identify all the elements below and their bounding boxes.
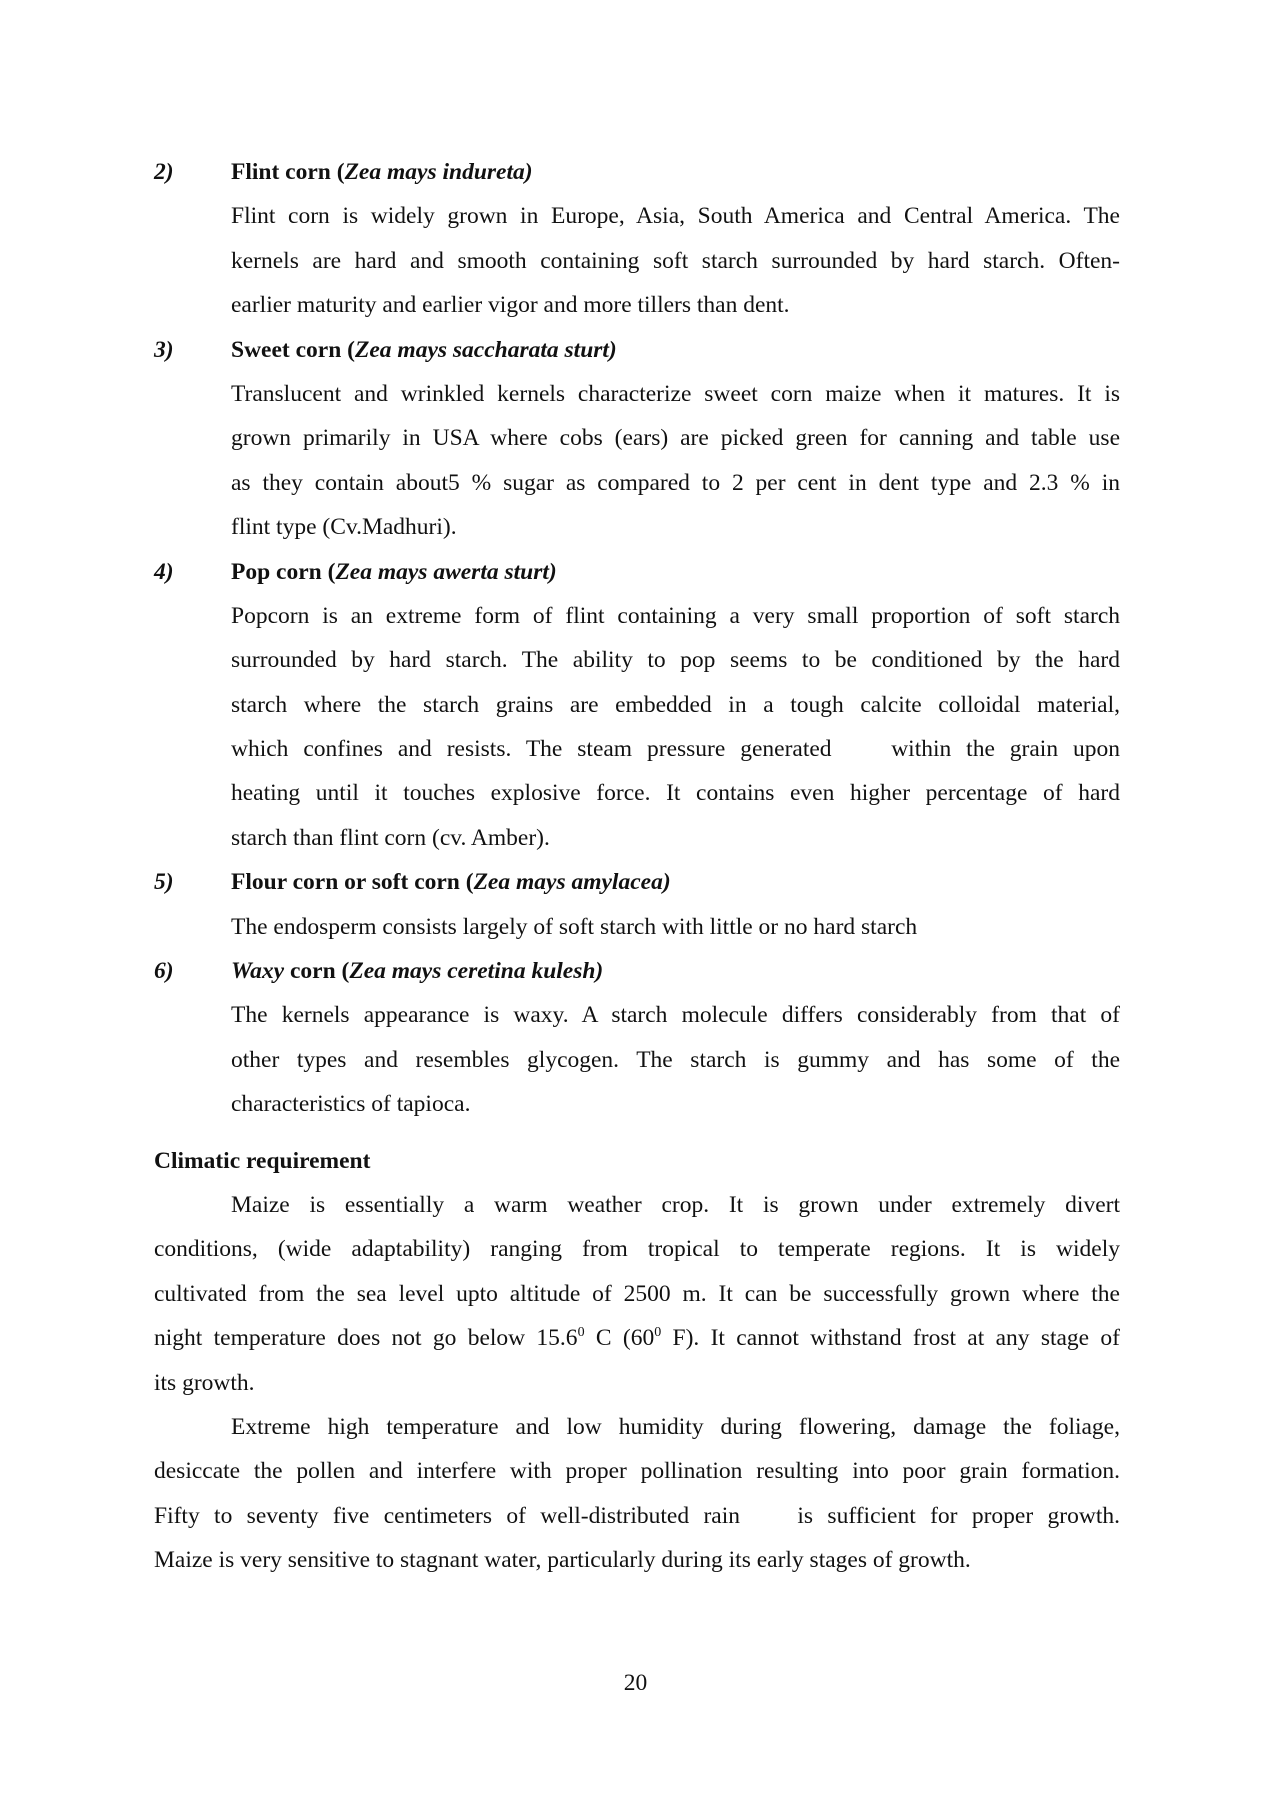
item-number: 4) bbox=[154, 558, 174, 585]
body-line: starch where the starch grains are embedded in a tough calcite colloidal material, bbox=[231, 691, 1120, 718]
body-line: Popcorn is an extreme form of flint containing a very small proportion of soft starch bbox=[231, 602, 1120, 629]
body-line: cultivated from the sea level upto altitude of 2500 m. It can be successfully grown where the bbox=[154, 1280, 1120, 1307]
item-title-paren: ( bbox=[330, 159, 345, 185]
item-number: 2) bbox=[154, 159, 174, 185]
list-item-waxy-corn bbox=[154, 949, 1120, 1127]
item-title-emphasis: Waxy bbox=[231, 958, 285, 985]
paragraph bbox=[154, 1405, 1120, 1583]
body-line: The endosperm consists largely of soft starch with little or no hard starch bbox=[231, 913, 918, 940]
superscript-degree: 0 bbox=[577, 1325, 585, 1341]
item-body bbox=[154, 372, 1120, 550]
page-content bbox=[154, 150, 1120, 1583]
body-line-temperature bbox=[154, 1316, 1120, 1360]
item-title-paren: ( bbox=[459, 869, 474, 896]
item-scientific-name: Zea mays saccharata sturt) bbox=[355, 336, 617, 363]
body-line: Flint corn is widely grown in Europe, Asia, South America and Central America. The bbox=[231, 203, 1120, 230]
body-line: heating until it touches explosive force. It contains even higher percentage of hard bbox=[231, 780, 1120, 807]
item-heading bbox=[154, 860, 1120, 904]
body-line: kernels are hard and smooth containing soft starch surrounded by hard starch. Often- bbox=[231, 247, 1120, 274]
item-body bbox=[154, 993, 1120, 1126]
item-title-paren: ( bbox=[335, 958, 350, 985]
body-line: characteristics of tapioca. bbox=[231, 1091, 471, 1118]
body-line: Extreme high temperature and low humidity during flowering, damage the foliage, bbox=[231, 1413, 1120, 1440]
superscript-degree: 0 bbox=[654, 1325, 662, 1341]
item-heading bbox=[154, 949, 1120, 993]
item-title: Flint corn bbox=[231, 159, 331, 185]
body-line: Maize is very sensitive to stagnant water, particularly during its early stages of growth. bbox=[154, 1547, 971, 1574]
item-title: Pop corn bbox=[231, 558, 322, 585]
section-climatic-requirement bbox=[154, 1139, 1120, 1583]
body-line: Translucent and wrinkled kernels characterize sweet corn maize when it matures. It is bbox=[231, 380, 1120, 407]
item-scientific-name: Zea mays amylacea) bbox=[473, 869, 671, 896]
item-title: corn bbox=[284, 958, 336, 985]
body-line: earlier maturity and earlier vigor and more tillers than dent. bbox=[231, 292, 790, 319]
item-scientific-name: Zea mays indureta) bbox=[344, 159, 533, 185]
list-item-flint-corn bbox=[154, 150, 1120, 328]
item-body bbox=[154, 905, 1120, 949]
body-line: surrounded by hard starch. The ability to pop seems to be conditioned by the hard bbox=[231, 647, 1120, 674]
body-line: starch than flint corn (cv. Amber). bbox=[231, 824, 550, 851]
page-number: 20 bbox=[623, 1670, 648, 1696]
temp-text: night temperature does not go below 15.6 bbox=[154, 1325, 578, 1352]
temp-text: F). It cannot withstand frost at any stage of bbox=[661, 1325, 1120, 1352]
body-line: Fifty to seventy five centimeters of well-distributed rain is sufficient for proper growth. bbox=[154, 1502, 1120, 1529]
body-line: grown primarily in USA where cobs (ears) are picked green for canning and table use bbox=[231, 425, 1120, 452]
item-number: 5) bbox=[154, 869, 174, 896]
body-line: flint type (Cv.Madhuri). bbox=[231, 514, 457, 541]
paragraph bbox=[154, 1183, 1120, 1405]
item-heading bbox=[154, 550, 1120, 594]
item-body bbox=[154, 194, 1120, 327]
body-line: The kernels appearance is waxy. A starch molecule differs considerably from that of bbox=[231, 1002, 1120, 1029]
item-title: Flour corn or soft corn bbox=[231, 869, 460, 896]
body-line: as they contain about5 % sugar as compared to 2 per cent in dent type and 2.3 % in bbox=[231, 469, 1120, 496]
item-scientific-name: Zea mays ceretina kulesh) bbox=[349, 958, 604, 985]
temp-text: C (60 bbox=[584, 1325, 655, 1352]
item-number: 6) bbox=[154, 958, 174, 985]
item-title-paren: ( bbox=[341, 336, 355, 363]
body-line: which confines and resists. The steam pressure generated within the grain upon bbox=[231, 736, 1120, 763]
item-title-paren: ( bbox=[321, 558, 336, 585]
body-line: Maize is essentially a warm weather crop. It is grown under extremely divert bbox=[231, 1191, 1120, 1218]
body-line: desiccate the pollen and interfere with proper pollination resulting into poor grain formation. bbox=[154, 1458, 1120, 1485]
item-number: 3) bbox=[154, 336, 174, 363]
body-line: its growth. bbox=[154, 1369, 255, 1396]
section-heading: Climatic requirement bbox=[154, 1147, 371, 1174]
item-scientific-name: Zea mays awerta sturt) bbox=[335, 558, 557, 585]
list-item-pop-corn bbox=[154, 550, 1120, 861]
item-title: Sweet corn bbox=[231, 336, 342, 363]
item-heading bbox=[154, 328, 1120, 372]
list-item-sweet-corn bbox=[154, 328, 1120, 550]
body-line: conditions, (wide adaptability) ranging from tropical to temperate regions. It is widely bbox=[154, 1236, 1120, 1263]
item-heading bbox=[154, 150, 1120, 194]
body-line: other types and resembles glycogen. The starch is gummy and has some of the bbox=[231, 1046, 1120, 1073]
list-item-flour-corn bbox=[154, 860, 1120, 949]
item-body bbox=[154, 594, 1120, 860]
